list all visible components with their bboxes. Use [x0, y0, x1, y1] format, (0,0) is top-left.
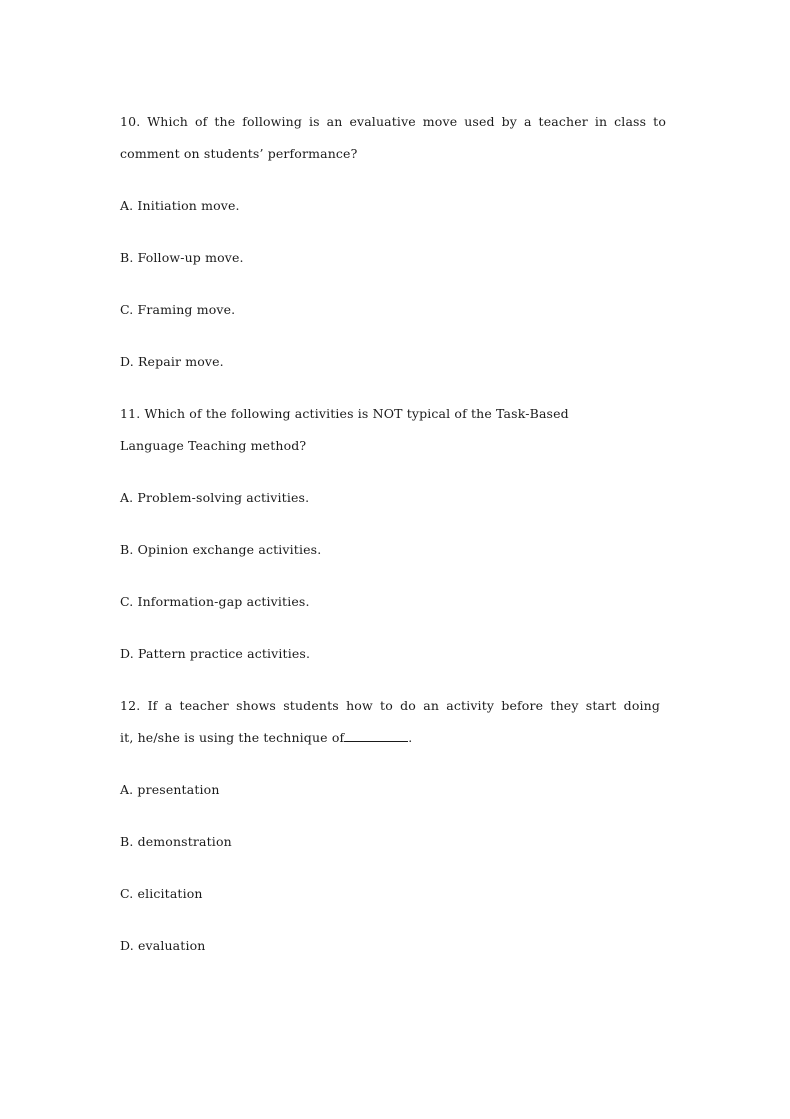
question-12-option-d: D. evaluation [120, 938, 206, 953]
question-12-option-b: B. demonstration [120, 834, 232, 849]
question-10-stem-line-1: 10. Which of the following is an evaluative move used by a teacher in class to [120, 114, 666, 129]
question-12-option-a: A. presentation [120, 782, 220, 797]
question-11-option-b: B. Opinion exchange activities. [120, 542, 322, 557]
question-11-option-a: A. Problem-solving activities. [120, 490, 310, 505]
question-10-option-b: B. Follow-up move. [120, 250, 244, 265]
question-12-stem-line-1: 12. If a teacher shows students how to do an activity before they start doing [120, 698, 660, 713]
question-12-option-c: C. elicitation [120, 886, 203, 901]
answer-blank [344, 730, 408, 742]
question-12-stem-text: it, he/she is using the technique of [120, 730, 345, 745]
question-11-stem-line-1: 11. Which of the following activities is NOT typical of the Task-Based [120, 406, 569, 421]
question-10-option-a: A. Initiation move. [120, 198, 240, 213]
question-11-option-d: D. Pattern practice activities. [120, 646, 311, 661]
question-10-option-c: C. Framing move. [120, 302, 236, 317]
question-12-stem-period: . [408, 730, 413, 745]
question-10-option-d: D. Repair move. [120, 354, 224, 369]
question-12-stem-line-2 [120, 730, 412, 746]
question-11-option-c: C. Information-gap activities. [120, 594, 310, 609]
question-10-stem-line-2: comment on students’ performance? [120, 146, 358, 161]
question-11-stem-line-2: Language Teaching method? [120, 438, 307, 453]
